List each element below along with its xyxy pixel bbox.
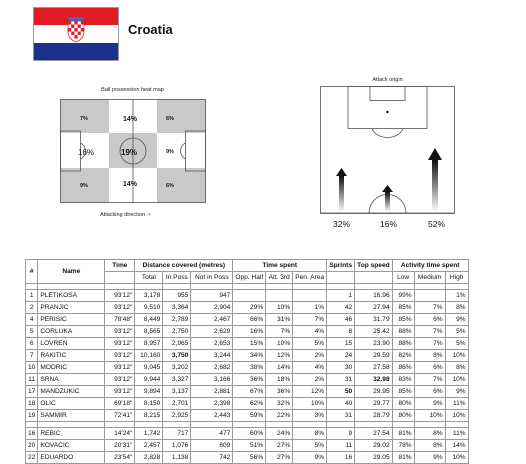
- col-time: Time: [105, 260, 135, 272]
- cell-opp: 51%: [233, 440, 266, 452]
- cell-name: KOVACIC: [38, 440, 105, 452]
- cell-att: 31%: [266, 314, 293, 326]
- cell-num: 4: [26, 314, 38, 326]
- cell-top: 16.96: [355, 290, 392, 302]
- cell-total: 9,894: [135, 386, 163, 398]
- cell-pen: 9%: [293, 452, 327, 464]
- cell-att: 10%: [266, 302, 293, 314]
- cell-low: 78%: [392, 440, 414, 452]
- cell-pen: 4%: [293, 362, 327, 374]
- arrow-right-icon: ➜: [146, 212, 152, 218]
- attack-origin-pitch: [320, 86, 455, 214]
- cell-med: 8%: [414, 440, 445, 452]
- table-row: [26, 326, 469, 338]
- col-in-poss: In Poss: [163, 272, 191, 284]
- col-activity: Activity time spent: [392, 260, 468, 272]
- cell-top: 27.94: [355, 302, 392, 314]
- table-row: [26, 350, 469, 362]
- cell-out: 2,881: [191, 386, 233, 398]
- cell-spr: 40: [327, 398, 355, 410]
- cell-in: 2,750: [163, 326, 191, 338]
- cell-time: 23'54": [105, 452, 135, 464]
- col-sprints: Sprints: [327, 260, 355, 272]
- cell-opp: [233, 290, 266, 302]
- cell-in: 3,202: [163, 362, 191, 374]
- table-row: [26, 302, 469, 314]
- cell-high: 5%: [445, 326, 468, 338]
- cell-name: EDUARDO: [38, 452, 105, 464]
- cell-total: 8,565: [135, 326, 163, 338]
- cell-spr: 9: [327, 428, 355, 440]
- cell-spr: 31: [327, 374, 355, 386]
- cell-top: 29.05: [355, 452, 392, 464]
- cell-time: 93'12": [105, 290, 135, 302]
- cell-att: 18%: [266, 374, 293, 386]
- col-top-speed: Top speed: [355, 260, 392, 272]
- heat-bot-left: 9%: [80, 183, 88, 189]
- cell-top: 29.02: [355, 440, 392, 452]
- cell-time: 93'12": [105, 338, 135, 350]
- cell-opp: 66%: [233, 314, 266, 326]
- table-row: [26, 290, 469, 302]
- attack-left-pct: 32%: [333, 219, 351, 229]
- cell-pen: [293, 290, 327, 302]
- cell-med: 6%: [414, 314, 445, 326]
- cell-med: 6%: [414, 362, 445, 374]
- cell-low: 85%: [392, 314, 414, 326]
- cell-total: 9,045: [135, 362, 163, 374]
- cell-out: 477: [191, 428, 233, 440]
- cell-in: 1,138: [163, 452, 191, 464]
- col-not-in-poss: Not in Poss: [191, 272, 233, 284]
- cell-pen: 2%: [293, 374, 327, 386]
- cell-time: 93'12": [105, 350, 135, 362]
- cell-high: 10%: [445, 374, 468, 386]
- cell-high: 10%: [445, 350, 468, 362]
- cell-high: 9%: [445, 314, 468, 326]
- cell-spr: 8: [327, 326, 355, 338]
- cell-in: 3,750: [163, 350, 191, 362]
- cell-name: RAKITIC: [38, 350, 105, 362]
- cell-low: 88%: [392, 326, 414, 338]
- cell-high: 10%: [445, 452, 468, 464]
- cell-num: 10: [26, 362, 38, 374]
- cell-att: 24%: [266, 428, 293, 440]
- cell-top: 25.42: [355, 326, 392, 338]
- cell-num: 20: [26, 440, 38, 452]
- cell-med: 7%: [414, 338, 445, 350]
- heat-bot-right: 6%: [166, 183, 174, 189]
- cell-pen: 4%: [293, 326, 327, 338]
- cell-top: 28.79: [355, 410, 392, 422]
- cell-total: 2,828: [135, 452, 163, 464]
- cell-spr: 24: [327, 350, 355, 362]
- cell-out: 3,166: [191, 374, 233, 386]
- cell-low: 88%: [392, 338, 414, 350]
- col-total: Total: [135, 272, 163, 284]
- attacking-direction-label: [100, 212, 151, 218]
- cell-time: 72'41": [105, 410, 135, 422]
- cell-in: 2,701: [163, 398, 191, 410]
- cell-name: PRANJIC: [38, 302, 105, 314]
- attack-arrow-left: [336, 168, 347, 212]
- cell-att: [266, 290, 293, 302]
- cell-out: 2,467: [191, 314, 233, 326]
- cell-opp: 62%: [233, 398, 266, 410]
- cell-opp: 34%: [233, 350, 266, 362]
- cell-high: 11%: [445, 398, 468, 410]
- cell-low: 83%: [392, 374, 414, 386]
- table-row: [26, 410, 469, 422]
- attacking-direction-text: Attacking direction: [100, 212, 145, 218]
- cell-opp: 60%: [233, 428, 266, 440]
- cell-in: 955: [163, 290, 191, 302]
- heatmap-title: Ball possession heat map: [101, 87, 164, 93]
- attack-arrow-right: [428, 148, 442, 212]
- heat-mid-left: 16%: [78, 148, 95, 157]
- cell-num: 22: [26, 452, 38, 464]
- cell-spr: 31: [327, 410, 355, 422]
- cell-total: 9,944: [135, 374, 163, 386]
- col-medium: Medium: [414, 272, 445, 284]
- cell-low: 81%: [392, 452, 414, 464]
- cell-high: 5%: [445, 338, 468, 350]
- cell-name: MODRIC: [38, 362, 105, 374]
- col-low: Low: [392, 272, 414, 284]
- heat-top-right: 6%: [166, 116, 174, 122]
- heat-top-mid: 14%: [123, 116, 138, 123]
- table-row: [26, 452, 469, 464]
- cell-high: 9%: [445, 386, 468, 398]
- cell-low: 99%: [392, 290, 414, 302]
- table-row: [26, 338, 469, 350]
- table-row: [26, 398, 469, 410]
- cell-high: 8%: [445, 302, 468, 314]
- attack-center-pct: 16%: [380, 219, 398, 229]
- cell-low: 86%: [392, 362, 414, 374]
- cell-total: 8,957: [135, 338, 163, 350]
- cell-time: 14'24": [105, 428, 135, 440]
- cell-att: 7%: [266, 326, 293, 338]
- col-time-spent: Time spent: [233, 260, 327, 272]
- cell-in: 1,076: [163, 440, 191, 452]
- cell-pen: 10%: [293, 398, 327, 410]
- cell-name: REBIC: [38, 428, 105, 440]
- cell-time: 93'12": [105, 374, 135, 386]
- cell-name: MANDZUKIC: [38, 386, 105, 398]
- cell-med: [414, 290, 445, 302]
- cell-pen: 3%: [293, 410, 327, 422]
- cell-num: 1: [26, 290, 38, 302]
- cell-pen: 5%: [293, 338, 327, 350]
- cell-total: 2,457: [135, 440, 163, 452]
- cell-spr: 46: [327, 314, 355, 326]
- coat-of-arms-icon: [34, 8, 118, 60]
- cell-spr: 16: [327, 452, 355, 464]
- cell-out: 609: [191, 440, 233, 452]
- cell-total: 1,742: [135, 428, 163, 440]
- col-high: High: [445, 272, 468, 284]
- cell-in: 2,965: [163, 338, 191, 350]
- cell-out: 2,682: [191, 362, 233, 374]
- col-pen-area: Pen. Area: [293, 272, 327, 284]
- cell-pen: 7%: [293, 314, 327, 326]
- cell-opp: 67%: [233, 386, 266, 398]
- cell-out: 2,653: [191, 338, 233, 350]
- cell-high: 1%: [445, 290, 468, 302]
- cell-med: 7%: [414, 302, 445, 314]
- cell-opp: 29%: [233, 302, 266, 314]
- cell-att: 36%: [266, 386, 293, 398]
- cell-opp: 16%: [233, 326, 266, 338]
- cell-name: LOVREN: [38, 338, 105, 350]
- cell-low: 82%: [392, 350, 414, 362]
- cell-out: 2,904: [191, 302, 233, 314]
- table-row: [26, 314, 469, 326]
- cell-name: PERISIC: [38, 314, 105, 326]
- heat-bot-mid: 14%: [123, 181, 138, 188]
- cell-out: 742: [191, 452, 233, 464]
- cell-out: 2,443: [191, 410, 233, 422]
- cell-in: 3,137: [163, 386, 191, 398]
- table-row: [26, 386, 469, 398]
- cell-time: 93'12": [105, 386, 135, 398]
- col-opp-half: Opp. Half: [233, 272, 266, 284]
- cell-att: 32%: [266, 398, 293, 410]
- cell-time: 93'12": [105, 326, 135, 338]
- cell-pen: 1%: [293, 302, 327, 314]
- col-num: #: [26, 260, 38, 284]
- cell-total: 8,150: [135, 398, 163, 410]
- table-row: [26, 374, 469, 386]
- cell-opp: 36%: [233, 374, 266, 386]
- cell-opp: 59%: [233, 410, 266, 422]
- cell-name: SRNA: [38, 374, 105, 386]
- col-att-3rd: Att. 3rd: [266, 272, 293, 284]
- team-name: Croatia: [128, 22, 173, 37]
- cell-med: 8%: [414, 428, 445, 440]
- table-row: [26, 362, 469, 374]
- cell-total: 8,449: [135, 314, 163, 326]
- cell-top: 32.98: [355, 374, 392, 386]
- cell-high: 14%: [445, 440, 468, 452]
- cell-time: 69'18": [105, 398, 135, 410]
- heat-top-left: 7%: [80, 116, 88, 122]
- cell-in: 2,789: [163, 314, 191, 326]
- cell-opp: 38%: [233, 362, 266, 374]
- cell-att: 14%: [266, 362, 293, 374]
- cell-med: 7%: [414, 326, 445, 338]
- cell-num: 11: [26, 374, 38, 386]
- cell-in: 2,925: [163, 410, 191, 422]
- cell-spr: 30: [327, 362, 355, 374]
- cell-opp: 56%: [233, 452, 266, 464]
- cell-spr: 1: [327, 290, 355, 302]
- cell-total: 8,215: [135, 410, 163, 422]
- cell-num: 5: [26, 326, 38, 338]
- attack-arrow-center: [382, 185, 393, 212]
- cell-num: 16: [26, 428, 38, 440]
- table-row: [26, 428, 469, 440]
- cell-pen: 2%: [293, 350, 327, 362]
- heat-mid-right: 9%: [166, 149, 174, 155]
- cell-num: 17: [26, 386, 38, 398]
- cell-out: 3,244: [191, 350, 233, 362]
- cell-med: 6%: [414, 386, 445, 398]
- player-stats-table: [25, 259, 469, 464]
- cell-spr: 11: [327, 440, 355, 452]
- cell-low: 80%: [392, 398, 414, 410]
- cell-in: 717: [163, 428, 191, 440]
- cell-top: 27.58: [355, 362, 392, 374]
- croatia-flag: [33, 7, 119, 61]
- cell-med: 7%: [414, 374, 445, 386]
- cell-time: 20'31": [105, 440, 135, 452]
- cell-top: 23.90: [355, 338, 392, 350]
- cell-low: 81%: [392, 428, 414, 440]
- cell-out: 947: [191, 290, 233, 302]
- cell-time: 78'48": [105, 314, 135, 326]
- cell-att: 12%: [266, 350, 293, 362]
- cell-spr: 15: [327, 338, 355, 350]
- cell-top: 27.54: [355, 428, 392, 440]
- cell-spr: 42: [327, 302, 355, 314]
- heat-mid-mid: 19%: [121, 148, 138, 157]
- cell-num: 6: [26, 338, 38, 350]
- cell-med: 8%: [414, 350, 445, 362]
- cell-name: PLETIKOSA: [38, 290, 105, 302]
- cell-time: 93'12": [105, 362, 135, 374]
- cell-pen: 5%: [293, 440, 327, 452]
- cell-num: 18: [26, 398, 38, 410]
- col-distance: Distance covered (metres): [135, 260, 233, 272]
- cell-in: 3,327: [163, 374, 191, 386]
- cell-name: CORLUKA: [38, 326, 105, 338]
- cell-total: 9,510: [135, 302, 163, 314]
- cell-top: 31.79: [355, 314, 392, 326]
- cell-pen: 8%: [293, 428, 327, 440]
- cell-opp: 15%: [233, 338, 266, 350]
- cell-in: 3,364: [163, 302, 191, 314]
- cell-att: 27%: [266, 452, 293, 464]
- attack-right-pct: 52%: [428, 219, 446, 229]
- cell-time: 93'12": [105, 302, 135, 314]
- cell-spr: 50: [327, 386, 355, 398]
- cell-low: 80%: [392, 410, 414, 422]
- cell-att: 22%: [266, 410, 293, 422]
- cell-low: 85%: [392, 386, 414, 398]
- cell-out: 2,398: [191, 398, 233, 410]
- cell-med: 9%: [414, 452, 445, 464]
- cell-num: 19: [26, 410, 38, 422]
- cell-med: 9%: [414, 398, 445, 410]
- cell-top: 29.95: [355, 386, 392, 398]
- cell-low: 85%: [392, 302, 414, 314]
- cell-num: 2: [26, 302, 38, 314]
- attack-origin-title: Attack origin: [372, 77, 403, 83]
- cell-num: 7: [26, 350, 38, 362]
- cell-att: 10%: [266, 338, 293, 350]
- col-name: Name: [38, 260, 105, 284]
- cell-top: 29.77: [355, 398, 392, 410]
- cell-out: 2,629: [191, 326, 233, 338]
- cell-name: SAMMIR: [38, 410, 105, 422]
- cell-high: 8%: [445, 362, 468, 374]
- cell-high: 11%: [445, 428, 468, 440]
- cell-total: 3,178: [135, 290, 163, 302]
- cell-high: 10%: [445, 410, 468, 422]
- cell-pen: 12%: [293, 386, 327, 398]
- cell-name: OLIC: [38, 398, 105, 410]
- cell-total: 10,160: [135, 350, 163, 362]
- cell-att: 27%: [266, 440, 293, 452]
- cell-top: 29.59: [355, 350, 392, 362]
- cell-med: 10%: [414, 410, 445, 422]
